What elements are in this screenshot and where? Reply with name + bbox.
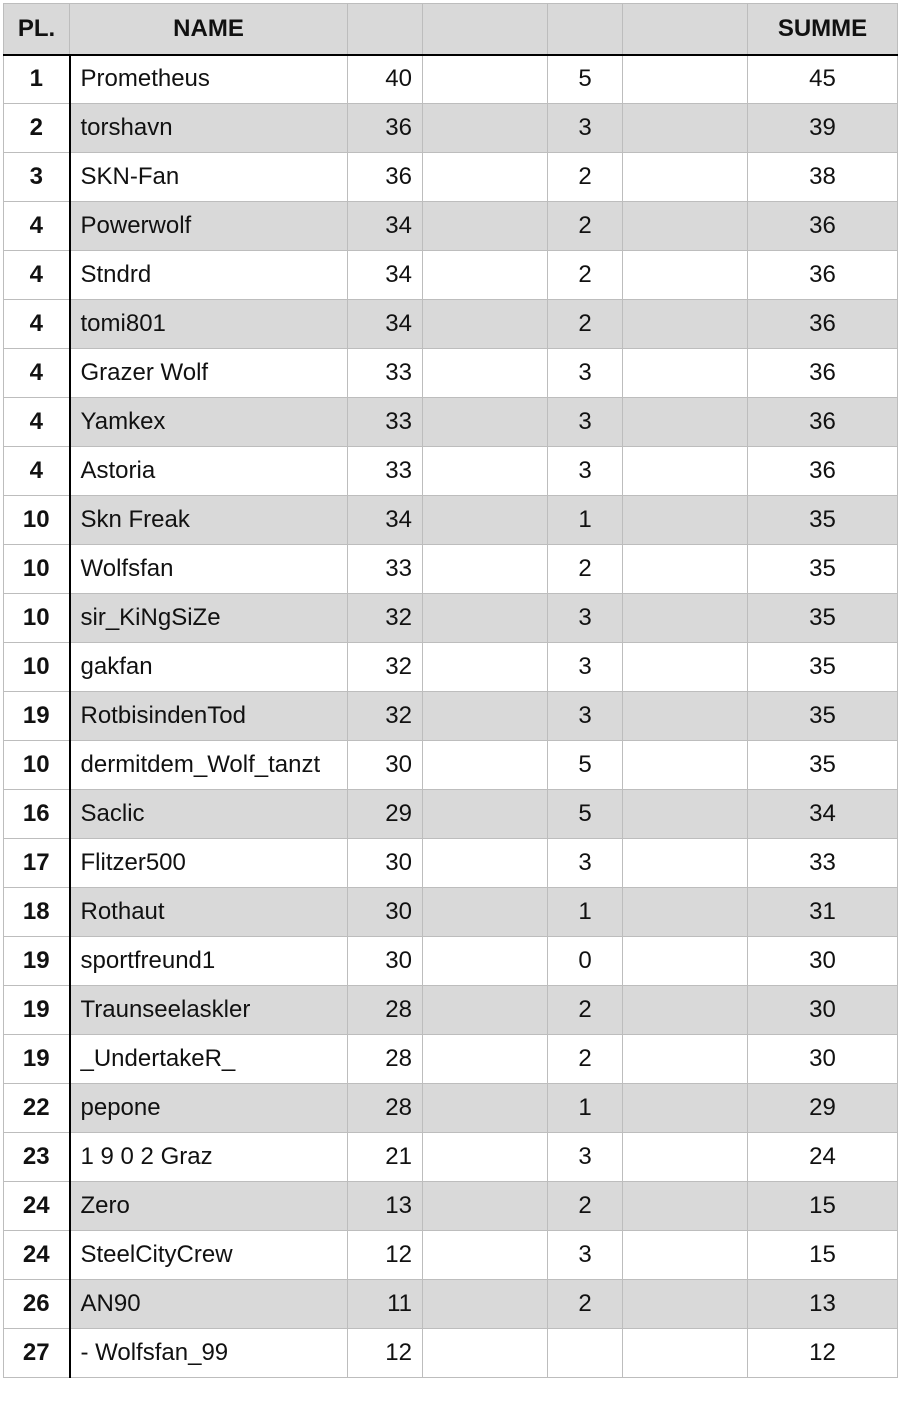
empty-cell — [623, 986, 748, 1035]
bonus-cell: 1 — [548, 1084, 623, 1133]
name-cell: AN90 — [70, 1280, 348, 1329]
sum-cell: 12 — [748, 1329, 898, 1378]
empty-cell — [623, 398, 748, 447]
bonus-cell: 3 — [548, 1133, 623, 1182]
place-cell: 10 — [4, 545, 70, 594]
sum-cell: 30 — [748, 986, 898, 1035]
empty-cell — [423, 1329, 548, 1378]
table-row — [4, 300, 898, 349]
place-cell: 24 — [4, 1182, 70, 1231]
name-cell: gakfan — [70, 643, 348, 692]
empty-cell — [423, 643, 548, 692]
empty-cell — [423, 447, 548, 496]
place-cell: 4 — [4, 251, 70, 300]
table-row — [4, 1133, 898, 1182]
points-cell: 28 — [348, 986, 423, 1035]
sum-cell: 33 — [748, 839, 898, 888]
bonus-cell: 3 — [548, 643, 623, 692]
place-cell: 10 — [4, 496, 70, 545]
table-row — [4, 545, 898, 594]
empty-cell — [423, 1035, 548, 1084]
bonus-cell: 3 — [548, 398, 623, 447]
points-cell: 28 — [348, 1035, 423, 1084]
sum-cell: 35 — [748, 741, 898, 790]
empty-cell — [623, 839, 748, 888]
sum-cell: 36 — [748, 300, 898, 349]
points-cell: 34 — [348, 251, 423, 300]
points-cell: 36 — [348, 104, 423, 153]
header-col6 — [623, 4, 748, 55]
empty-cell — [423, 741, 548, 790]
table-row — [4, 1035, 898, 1084]
name-cell: Flitzer500 — [70, 839, 348, 888]
table-body — [4, 55, 898, 1378]
name-cell: Powerwolf — [70, 202, 348, 251]
table-row — [4, 202, 898, 251]
points-cell: 33 — [348, 349, 423, 398]
empty-cell — [423, 790, 548, 839]
name-cell: Saclic — [70, 790, 348, 839]
empty-cell — [623, 447, 748, 496]
sum-cell: 13 — [748, 1280, 898, 1329]
name-cell: 1 9 0 2 Graz — [70, 1133, 348, 1182]
header-name: NAME — [70, 4, 348, 55]
empty-cell — [623, 496, 748, 545]
place-cell: 10 — [4, 741, 70, 790]
place-cell: 17 — [4, 839, 70, 888]
name-cell: tomi801 — [70, 300, 348, 349]
sum-cell: 36 — [748, 251, 898, 300]
empty-cell — [623, 594, 748, 643]
name-cell: torshavn — [70, 104, 348, 153]
points-cell: 30 — [348, 741, 423, 790]
empty-cell — [423, 692, 548, 741]
bonus-cell: 5 — [548, 790, 623, 839]
header-place: PL. — [4, 4, 70, 55]
empty-cell — [423, 888, 548, 937]
place-cell: 22 — [4, 1084, 70, 1133]
points-cell: 32 — [348, 643, 423, 692]
place-cell: 23 — [4, 1133, 70, 1182]
points-cell: 30 — [348, 888, 423, 937]
sum-cell: 36 — [748, 202, 898, 251]
table-row — [4, 1182, 898, 1231]
name-cell: Stndrd — [70, 251, 348, 300]
empty-cell — [423, 1084, 548, 1133]
empty-cell — [623, 251, 748, 300]
empty-cell — [623, 1329, 748, 1378]
empty-cell — [423, 251, 548, 300]
empty-cell — [623, 349, 748, 398]
bonus-cell: 1 — [548, 496, 623, 545]
header-col5 — [548, 4, 623, 55]
empty-cell — [623, 202, 748, 251]
sum-cell: 24 — [748, 1133, 898, 1182]
empty-cell — [423, 1280, 548, 1329]
points-cell: 33 — [348, 447, 423, 496]
name-cell: RotbisindenTod — [70, 692, 348, 741]
points-cell: 21 — [348, 1133, 423, 1182]
empty-cell — [423, 1133, 548, 1182]
place-cell: 18 — [4, 888, 70, 937]
sum-cell: 36 — [748, 398, 898, 447]
name-cell: Rothaut — [70, 888, 348, 937]
points-cell: 34 — [348, 496, 423, 545]
bonus-cell: 2 — [548, 251, 623, 300]
table-row — [4, 55, 898, 104]
points-cell: 12 — [348, 1231, 423, 1280]
sum-cell: 35 — [748, 545, 898, 594]
empty-cell — [423, 153, 548, 202]
empty-cell — [423, 104, 548, 153]
place-cell: 26 — [4, 1280, 70, 1329]
bonus-cell: 5 — [548, 55, 623, 104]
bonus-cell: 2 — [548, 1182, 623, 1231]
empty-cell — [623, 545, 748, 594]
name-cell: dermitdem_Wolf_tanzt — [70, 741, 348, 790]
bonus-cell: 3 — [548, 692, 623, 741]
empty-cell — [623, 104, 748, 153]
bonus-cell — [548, 1329, 623, 1378]
empty-cell — [623, 1035, 748, 1084]
sum-cell: 35 — [748, 643, 898, 692]
name-cell: Astoria — [70, 447, 348, 496]
name-cell: Zero — [70, 1182, 348, 1231]
empty-cell — [423, 349, 548, 398]
table-header-row — [4, 4, 898, 55]
table-row — [4, 251, 898, 300]
place-cell: 3 — [4, 153, 70, 202]
table-row — [4, 1231, 898, 1280]
points-cell: 29 — [348, 790, 423, 839]
empty-cell — [423, 594, 548, 643]
points-cell: 30 — [348, 839, 423, 888]
place-cell: 19 — [4, 937, 70, 986]
bonus-cell: 3 — [548, 594, 623, 643]
name-cell: Yamkex — [70, 398, 348, 447]
table-row — [4, 937, 898, 986]
empty-cell — [423, 1182, 548, 1231]
place-cell: 24 — [4, 1231, 70, 1280]
empty-cell — [623, 1182, 748, 1231]
points-cell: 36 — [348, 153, 423, 202]
table-row — [4, 790, 898, 839]
place-cell: 19 — [4, 986, 70, 1035]
table-row — [4, 496, 898, 545]
header-col3 — [348, 4, 423, 55]
empty-cell — [423, 937, 548, 986]
place-cell: 4 — [4, 202, 70, 251]
empty-cell — [623, 1231, 748, 1280]
table-row — [4, 1329, 898, 1378]
points-cell: 32 — [348, 594, 423, 643]
header-col4 — [423, 4, 548, 55]
bonus-cell: 3 — [548, 1231, 623, 1280]
bonus-cell: 5 — [548, 741, 623, 790]
bonus-cell: 2 — [548, 153, 623, 202]
points-cell: 33 — [348, 545, 423, 594]
empty-cell — [423, 496, 548, 545]
bonus-cell: 0 — [548, 937, 623, 986]
sum-cell: 36 — [748, 447, 898, 496]
name-cell: pepone — [70, 1084, 348, 1133]
empty-cell — [623, 692, 748, 741]
place-cell: 10 — [4, 643, 70, 692]
empty-cell — [423, 55, 548, 104]
points-cell: 40 — [348, 55, 423, 104]
empty-cell — [423, 300, 548, 349]
place-cell: 1 — [4, 55, 70, 104]
bonus-cell: 3 — [548, 104, 623, 153]
empty-cell — [623, 741, 748, 790]
table-row — [4, 349, 898, 398]
bonus-cell: 1 — [548, 888, 623, 937]
header-sum: SUMME — [748, 4, 898, 55]
empty-cell — [623, 1280, 748, 1329]
name-cell: _UndertakeR_ — [70, 1035, 348, 1084]
sum-cell: 29 — [748, 1084, 898, 1133]
sum-cell: 35 — [748, 496, 898, 545]
points-cell: 32 — [348, 692, 423, 741]
empty-cell — [423, 1231, 548, 1280]
points-cell: 33 — [348, 398, 423, 447]
points-cell: 13 — [348, 1182, 423, 1231]
points-cell: 34 — [348, 300, 423, 349]
empty-cell — [623, 153, 748, 202]
empty-cell — [623, 888, 748, 937]
sum-cell: 30 — [748, 1035, 898, 1084]
name-cell: SKN-Fan — [70, 153, 348, 202]
sum-cell: 31 — [748, 888, 898, 937]
table-row — [4, 839, 898, 888]
name-cell: Wolfsfan — [70, 545, 348, 594]
place-cell: 16 — [4, 790, 70, 839]
table-row — [4, 643, 898, 692]
sum-cell: 35 — [748, 692, 898, 741]
table-row — [4, 1084, 898, 1133]
place-cell: 27 — [4, 1329, 70, 1378]
table-row — [4, 741, 898, 790]
sum-cell: 30 — [748, 937, 898, 986]
bonus-cell: 2 — [548, 202, 623, 251]
table-row — [4, 692, 898, 741]
empty-cell — [623, 937, 748, 986]
table-row — [4, 104, 898, 153]
place-cell: 2 — [4, 104, 70, 153]
empty-cell — [623, 643, 748, 692]
place-cell: 10 — [4, 594, 70, 643]
name-cell: SteelCityCrew — [70, 1231, 348, 1280]
empty-cell — [423, 398, 548, 447]
points-cell: 11 — [348, 1280, 423, 1329]
points-cell: 30 — [348, 937, 423, 986]
name-cell: Prometheus — [70, 55, 348, 104]
empty-cell — [623, 55, 748, 104]
bonus-cell: 2 — [548, 986, 623, 1035]
name-cell: Skn Freak — [70, 496, 348, 545]
place-cell: 4 — [4, 447, 70, 496]
bonus-cell: 3 — [548, 349, 623, 398]
bonus-cell: 2 — [548, 300, 623, 349]
sum-cell: 45 — [748, 55, 898, 104]
standings-table — [3, 3, 898, 1378]
standings-table-container — [3, 3, 898, 1378]
table-row — [4, 447, 898, 496]
sum-cell: 34 — [748, 790, 898, 839]
place-cell: 4 — [4, 398, 70, 447]
name-cell: - Wolfsfan_99 — [70, 1329, 348, 1378]
empty-cell — [623, 1133, 748, 1182]
empty-cell — [623, 300, 748, 349]
name-cell: Traunseelaskler — [70, 986, 348, 1035]
table-row — [4, 986, 898, 1035]
bonus-cell: 3 — [548, 447, 623, 496]
sum-cell: 15 — [748, 1182, 898, 1231]
points-cell: 12 — [348, 1329, 423, 1378]
empty-cell — [623, 790, 748, 839]
sum-cell: 15 — [748, 1231, 898, 1280]
place-cell: 4 — [4, 300, 70, 349]
place-cell: 19 — [4, 1035, 70, 1084]
table-row — [4, 1280, 898, 1329]
points-cell: 34 — [348, 202, 423, 251]
empty-cell — [423, 545, 548, 594]
bonus-cell: 2 — [548, 1280, 623, 1329]
place-cell: 19 — [4, 692, 70, 741]
empty-cell — [423, 839, 548, 888]
bonus-cell: 2 — [548, 1035, 623, 1084]
name-cell: sir_KiNgSiZe — [70, 594, 348, 643]
sum-cell: 38 — [748, 153, 898, 202]
name-cell: sportfreund1 — [70, 937, 348, 986]
empty-cell — [423, 202, 548, 251]
table-row — [4, 594, 898, 643]
sum-cell: 35 — [748, 594, 898, 643]
name-cell: Grazer Wolf — [70, 349, 348, 398]
sum-cell: 39 — [748, 104, 898, 153]
bonus-cell: 2 — [548, 545, 623, 594]
sum-cell: 36 — [748, 349, 898, 398]
table-row — [4, 398, 898, 447]
table-row — [4, 888, 898, 937]
empty-cell — [623, 1084, 748, 1133]
points-cell: 28 — [348, 1084, 423, 1133]
bonus-cell: 3 — [548, 839, 623, 888]
place-cell: 4 — [4, 349, 70, 398]
table-row — [4, 153, 898, 202]
empty-cell — [423, 986, 548, 1035]
